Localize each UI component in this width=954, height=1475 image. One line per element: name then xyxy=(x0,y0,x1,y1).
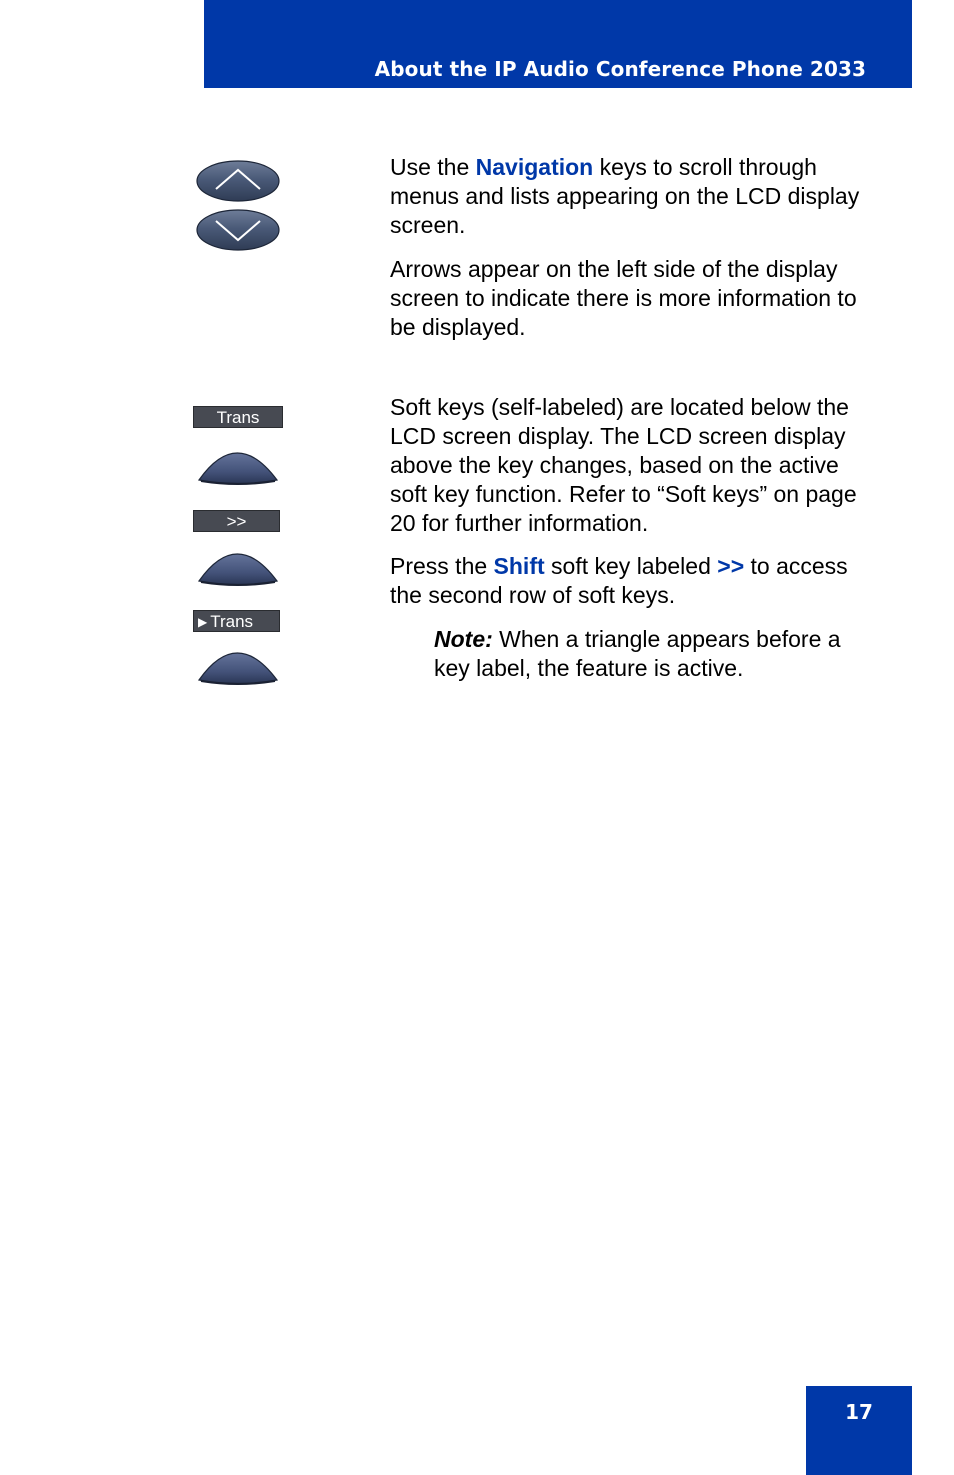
active-triangle-icon: ▶ xyxy=(198,615,208,629)
note-label: Note: xyxy=(434,626,493,652)
softkey-description xyxy=(390,393,870,610)
page-header-title: About the IP Audio Conference Phone 2033 xyxy=(374,57,866,81)
shift-keyword: Shift xyxy=(493,553,545,579)
navigation-paragraph-2: Arrows appear on the left side of the display screen to indicate there is more information to be displayed. xyxy=(390,256,857,340)
note-block xyxy=(434,625,874,683)
softkey-paragraph-1: Soft keys (self-labeled) are located below the LCD screen display. The LCD screen display above the key changes, based on the active soft key function. Refer to “Soft keys” on page 20 for further information. xyxy=(390,394,857,536)
nav-up-key-icon xyxy=(196,160,280,202)
note-text: When a triangle appears before a key label, the feature is active. xyxy=(434,626,841,681)
nav-down-key-icon xyxy=(196,209,280,251)
navigation-keyword: Navigation xyxy=(475,154,594,180)
page-number: 17 xyxy=(845,1400,873,1424)
softkey-label-shift: >> xyxy=(193,510,280,532)
softkey-label-trans-active: ▶ Trans xyxy=(193,610,280,632)
navigation-description xyxy=(390,153,870,342)
soft-key-icon xyxy=(197,541,279,587)
softkey-paragraph-2: Press the Shift soft key labeled >> to access the second row of soft keys. xyxy=(390,553,848,608)
soft-key-icon xyxy=(197,640,279,686)
navigation-paragraph-1: Use the Navigation keys to scroll through menus and lists appearing on the LCD display screen. xyxy=(390,154,860,238)
page-number-box xyxy=(806,1386,912,1475)
header-bar xyxy=(204,0,912,88)
soft-key-icon xyxy=(197,440,279,486)
softkey-label-trans: Trans xyxy=(193,406,283,428)
shift-symbol-keyword: >> xyxy=(717,553,745,579)
